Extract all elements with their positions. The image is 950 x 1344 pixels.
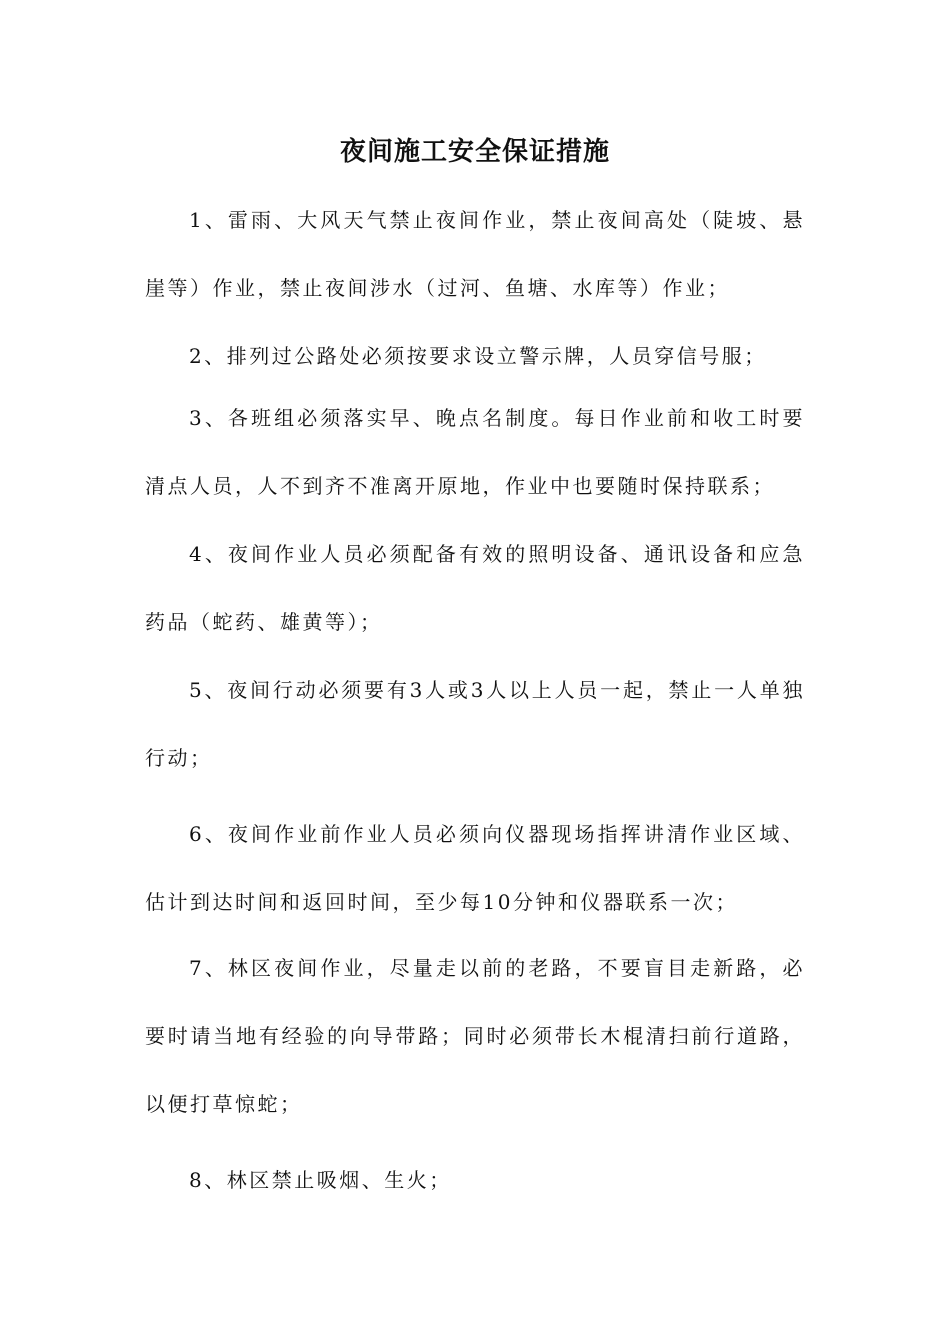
measure-item-6: 6、夜间作业前作业人员必须向仪器现场指挥讲清作业区域、估计到达时间和返回时间，至少每10分钟和仪器联系一次；	[145, 822, 805, 914]
measure-item-3: 3、各班组必须落实早、晚点名制度。每日作业前和收工时要清点人员，人不到齐不准离开原地，作业中也要随时保持联系；	[145, 406, 805, 498]
measure-item-5: 5、夜间行动必须要有3人或3人以上人员一起，禁止一人单独行动；	[145, 678, 805, 770]
measure-item-7: 7、林区夜间作业，尽量走以前的老路，不要盲目走新路，必要时请当地有经验的向导带路；同时必须带长木棍清扫前行道路，以便打草惊蛇；	[145, 956, 805, 1116]
document-title: 夜间施工安全保证措施	[339, 137, 610, 167]
measure-item-1: 1、雷雨、大风天气禁止夜间作业，禁止夜间高处（陡坡、悬崖等）作业，禁止夜间涉水（过河、鱼塘、水库等）作业；	[145, 208, 805, 300]
measure-item-8: 8、林区禁止吸烟、生火；	[189, 1168, 452, 1192]
measure-item-4: 4、夜间作业人员必须配备有效的照明设备、通讯设备和应急药品（蛇药、雄黄等）；	[145, 542, 805, 634]
measure-item-2: 2、排列过公路处必须按要求设立警示牌，人员穿信号服；	[189, 344, 767, 368]
